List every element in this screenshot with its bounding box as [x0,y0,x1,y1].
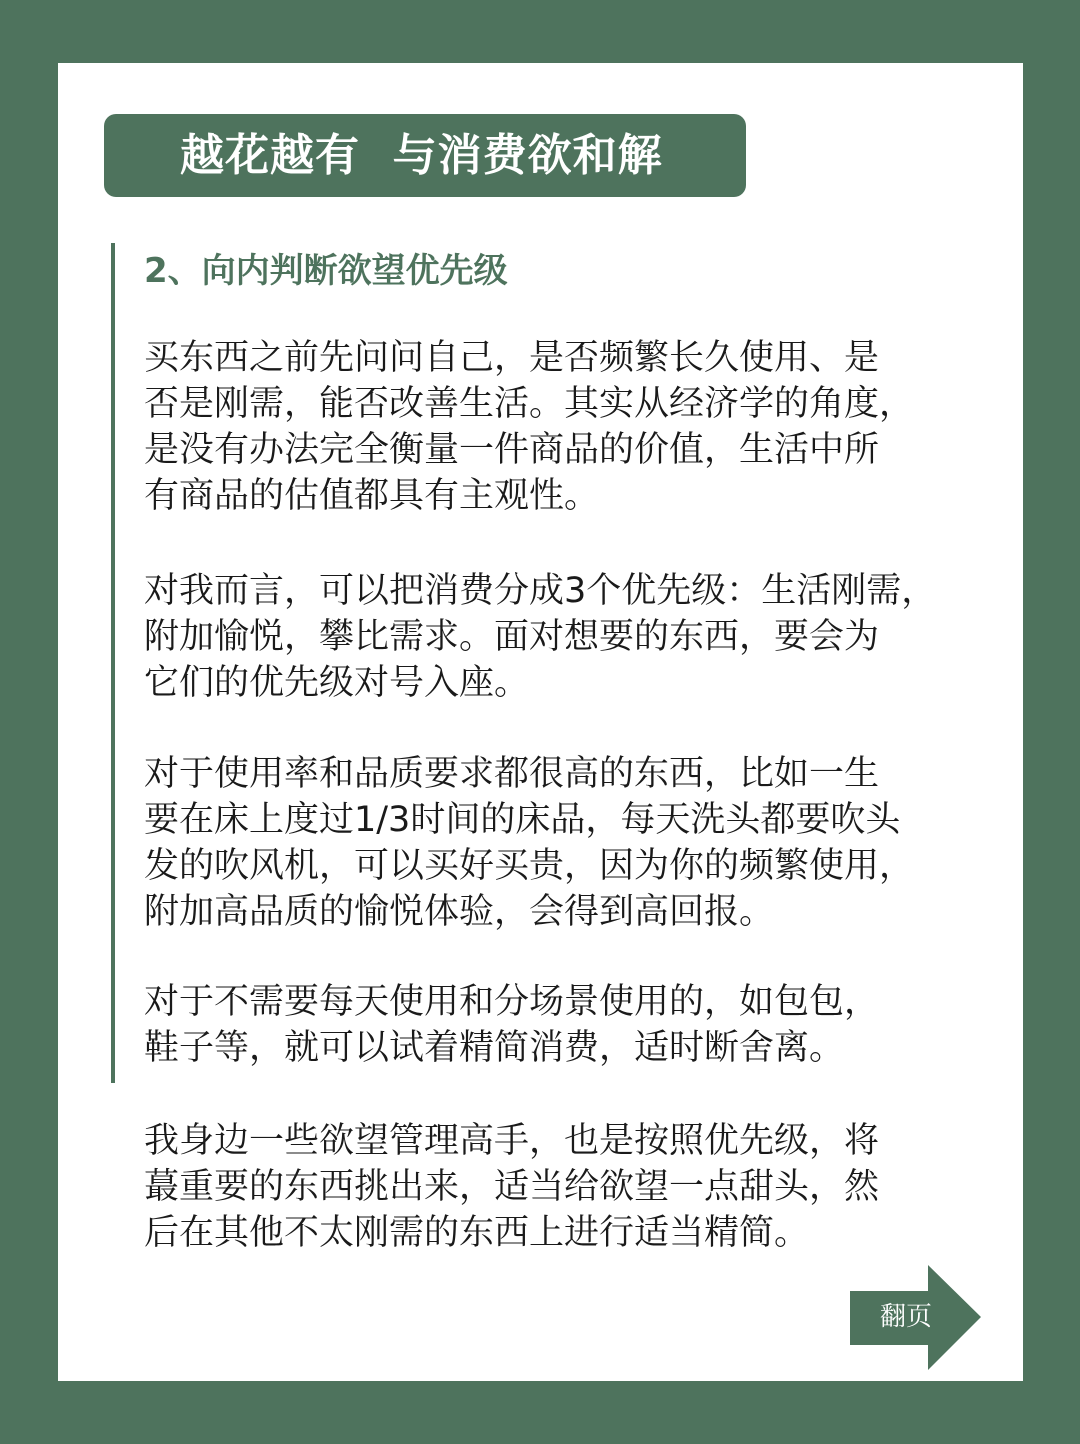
paragraph-line: 附加愉悦，攀比需求。面对想要的东西，要会为 [144,617,880,657]
paragraph-5 [144,1118,1014,1256]
next-page-button[interactable] [850,1265,981,1370]
paragraph-line: 否是刚需，能否改善生活。其实从经济学的角度， [144,384,915,424]
paragraph-line: 有商品的估值都具有主观性。 [144,476,600,516]
section-accent-bar [111,243,115,1083]
content-card [58,63,1023,1381]
paragraph-line: 对我而言，可以把消费分成3个优先级：生活刚需， [144,571,937,611]
paragraph-line: 我身边一些欲望管理高手，也是按照优先级，将 [144,1121,880,1161]
paragraph-3 [144,751,1014,935]
paragraph-line: 发的吹风机，可以买好买贵，因为你的频繁使用， [144,846,915,886]
paragraph-line: 是没有办法完全衡量一件商品的价值，生活中所 [144,430,880,470]
section-heading: 2、向内判断欲望优先级 [144,251,508,291]
paragraph-line: 对于不需要每天使用和分场景使用的，如包包， [144,982,880,1022]
paragraph-line: 后在其他不太刚需的东西上进行适当精简。 [144,1213,810,1253]
paragraph-line: 它们的优先级对号入座。 [144,663,530,703]
page-title: 越花越有 与消费欲和解 [104,114,746,197]
paragraph-4 [144,979,1014,1071]
paragraph-line: 要在床上度过1/3时间的床品，每天洗头都要吹头 [144,800,901,840]
paragraph-line: 鞋子等，就可以试着精简消费，适时断舍离。 [144,1028,845,1068]
paragraph-line: 附加高品质的愉悦体验，会得到高回报。 [144,892,775,932]
paragraph-line: 买东西之前先问问自己，是否频繁长久使用、是 [144,338,880,378]
paragraph-2 [144,568,1014,706]
paragraph-line: 蕞重要的东西挑出来，适当给欲望一点甜头，然 [144,1167,880,1207]
next-page-label: 翻页 [879,1302,932,1332]
paragraph-line: 对于使用率和品质要求都很高的东西，比如一生 [144,754,880,794]
paragraph-1 [144,335,1014,519]
